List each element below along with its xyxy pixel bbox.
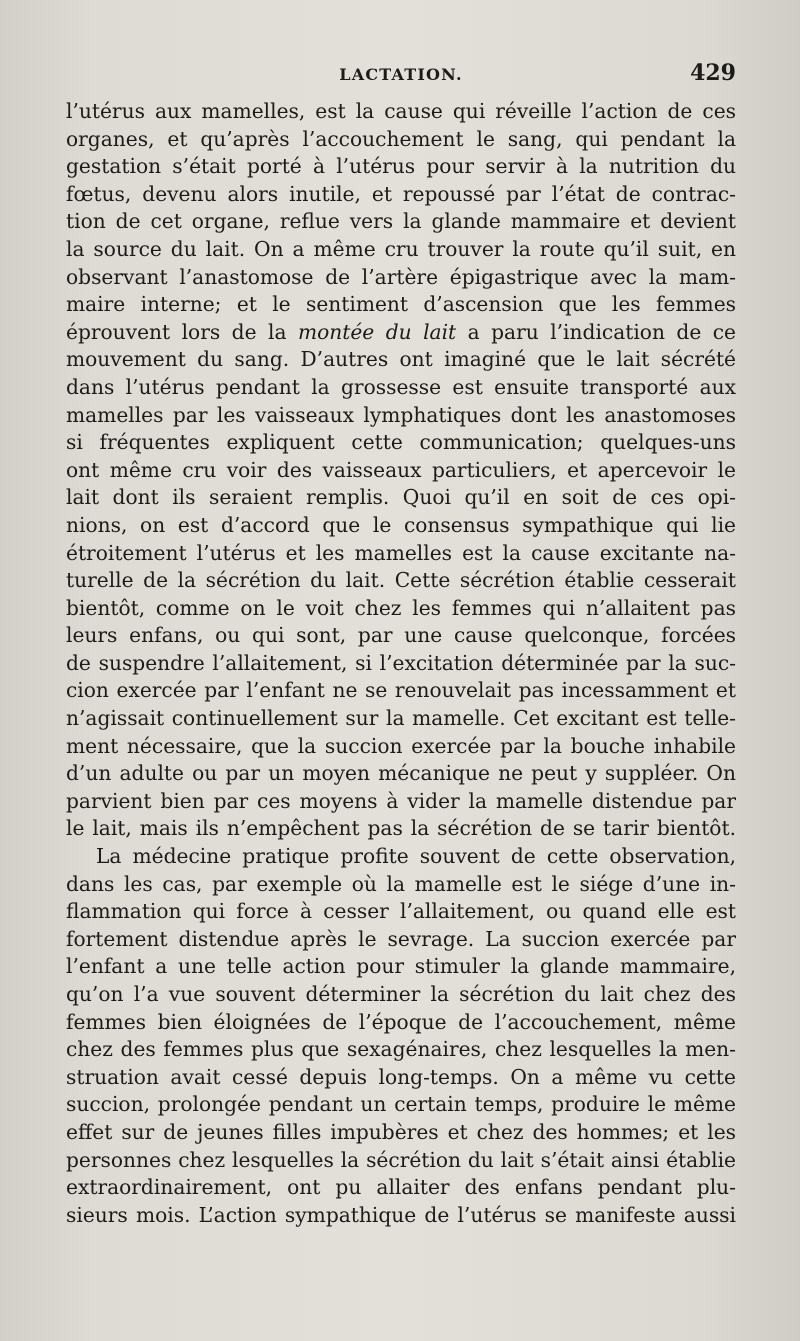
text-line: le lait, mais ils n’empêchent pas la sécrétion de se tarir bientôt.	[66, 816, 736, 841]
text-line: succion, prolongée pendant un certain temps, produire le même	[66, 1092, 736, 1117]
text-line-with-italic	[66, 319, 736, 347]
text-line: effet sur de jeunes filles impubères et chez des hommes; et les	[66, 1119, 736, 1144]
text-line: étroitement l’utérus et les mamelles est la cause excitante na-	[66, 540, 736, 565]
text-line: gestation s’était porté à l’utérus pour servir à la nutrition du	[66, 154, 736, 179]
running-head: LACTATION.	[339, 65, 463, 84]
text-line: l’utérus aux mamelles, est la cause qui réveille l’action de ces	[66, 99, 736, 123]
text-line: fortement distendue après le sevrage. La succion exercée par	[66, 926, 736, 951]
page-header	[66, 60, 736, 90]
text-line: cion exercée par l’enfant ne se renouvelait pas incessamment et	[66, 678, 736, 703]
text-line: nions, on est d’accord que le consensus sympathique qui lie	[66, 512, 736, 537]
text-segment: éprouvent lors de la	[66, 319, 298, 344]
text-line: ment nécessaire, que la succion exercée par la bouche inhabile	[66, 733, 736, 758]
text-line: parvient bien par ces moyens à vider la mamelle distendue par	[66, 788, 736, 813]
text-line: tion de cet organe, reflue vers la glande mammaire et devient	[66, 209, 736, 234]
text-line: leurs enfans, ou qui sont, par une cause quelconque, forcées	[66, 623, 736, 648]
text-line: dans les cas, par exemple où la mamelle est le siége d’une in-	[66, 871, 736, 896]
text-line: l’enfant a une telle action pour stimuler la glande mammaire,	[66, 954, 736, 979]
text-line: la source du lait. On a même cru trouver la route qu’il suit, en	[66, 236, 736, 261]
text-line: lait dont ils seraient remplis. Quoi qu’il en soit de ces opi-	[66, 485, 736, 510]
text-line: sieurs mois. L’action sympathique de l’utérus se manifeste aussi	[66, 1202, 736, 1227]
page-number: 429	[690, 60, 736, 86]
italic-phrase: montée du lait	[297, 319, 457, 344]
text-line: mamelles par les vaisseaux lymphatiques dont les anastomoses	[66, 402, 736, 427]
text-line: si fréquentes expliquent cette communication; quelques-uns	[66, 430, 736, 455]
text-line: de suspendre l’allaitement, si l’excitation déterminée par la suc-	[66, 650, 736, 675]
text-line: d’un adulte ou par un moyen mécanique ne peut y suppléer. On	[66, 761, 736, 786]
text-line: observant l’anastomose de l’artère épigastrique avec la mam-	[66, 264, 736, 289]
text-line: fœtus, devenu alors inutile, et repoussé par l’état de contrac-	[66, 181, 736, 206]
paragraph-first-line: La médecine pratique profite souvent de cette observation,	[96, 844, 736, 869]
text-line: organes, et qu’après l’accouchement le sang, qui pendant la	[66, 126, 736, 151]
text-segment: a paru l’indication de ce	[456, 319, 736, 344]
text-line: femmes bien éloignées de l’époque de l’accouchement, même	[66, 1009, 736, 1034]
text-line: chez des femmes plus que sexagénaires, chez lesquelles la men-	[66, 1037, 736, 1062]
text-line: maire interne; et le sentiment d’ascension que les femmes	[66, 292, 736, 317]
text-line: struation avait cessé depuis long-temps. On a même vu cette	[66, 1064, 736, 1089]
text-line: ont même cru voir des vaisseaux particuliers, et apercevoir le	[66, 457, 736, 482]
text-line: personnes chez lesquelles la sécrétion du lait s’était ainsi établie	[66, 1147, 736, 1172]
text-line: qu’on l’a vue souvent déterminer la sécrétion du lait chez des	[66, 982, 736, 1006]
text-line: turelle de la sécrétion du lait. Cette sécrétion établie cesserait	[66, 568, 736, 593]
text-line: extraordinairement, ont pu allaiter des enfans pendant plu-	[66, 1175, 736, 1200]
body-text	[66, 98, 736, 1229]
text-line: dans l’utérus pendant la grossesse est ensuite transporté aux	[66, 374, 736, 399]
text-line: n’agissait continuellement sur la mamelle. Cet excitant est telle-	[66, 706, 736, 731]
text-line: bientôt, comme on le voit chez les femmes qui n’allaitent pas	[66, 595, 736, 620]
text-line: flammation qui force à cesser l’allaitement, ou quand elle est	[66, 899, 736, 924]
text-line: mouvement du sang. D’autres ont imaginé que le lait sécrété	[66, 347, 736, 372]
